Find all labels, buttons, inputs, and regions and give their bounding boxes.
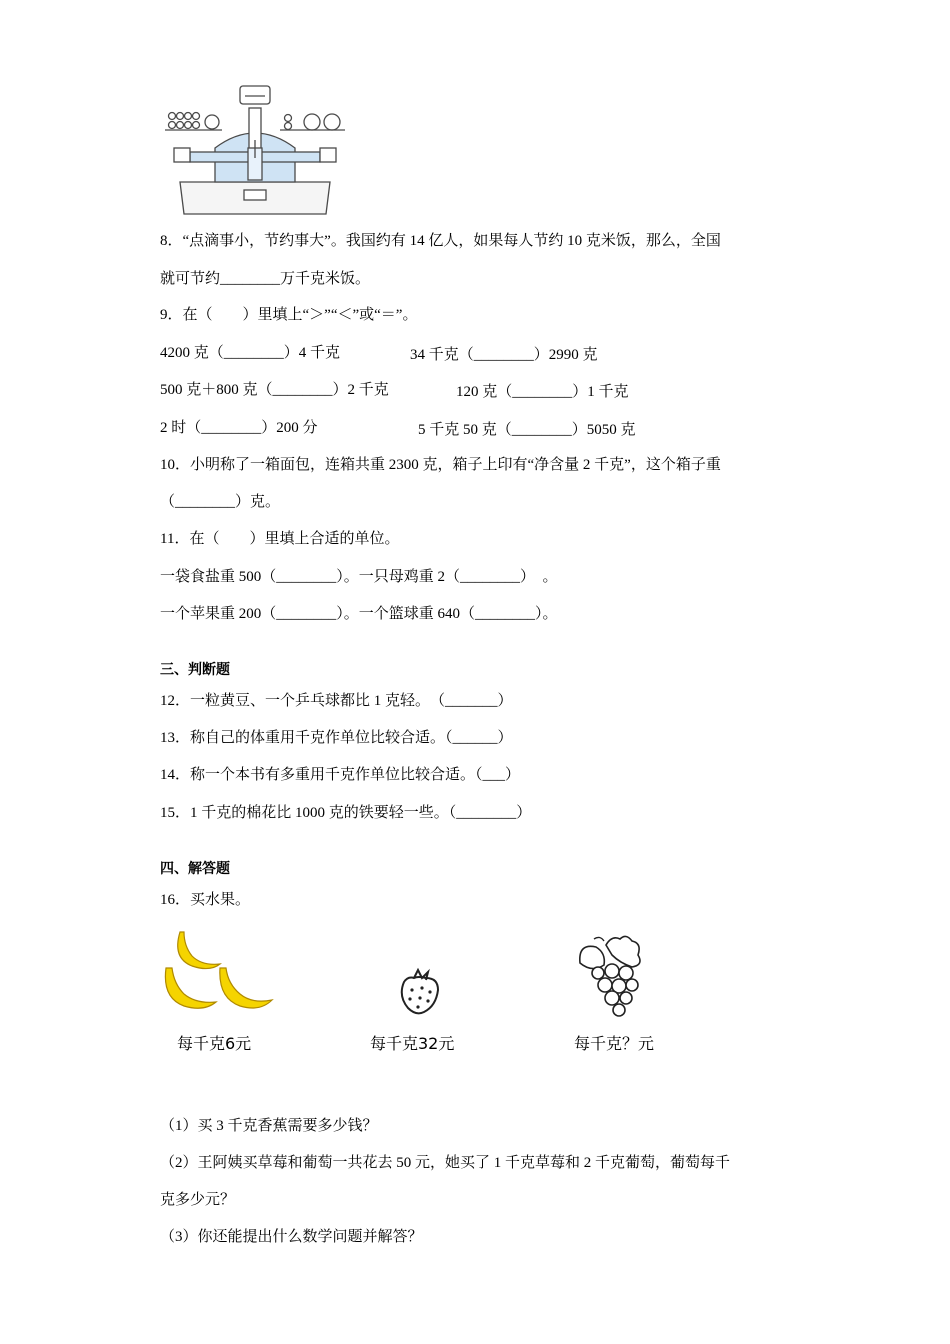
q9-row1-a: 4200 克（________）4 千克 <box>160 345 341 361</box>
grapes-image <box>576 933 648 1019</box>
balance-scale-image <box>160 78 350 216</box>
q15: 15．1 千克的棉花比 1000 克的铁要轻一些。（________） <box>160 805 532 821</box>
q9-row3-a: 2 时（________）200 分 <box>160 420 318 436</box>
section-3-title: 三、判断题 <box>160 662 230 678</box>
q14: 14．称一个本书有多重用千克作单位比较合适。（___） <box>160 767 521 783</box>
q11-line1: 一袋食盐重 500（________）。一只母鸡重 2（________） 。 <box>160 569 558 585</box>
section-4-title: 四、解答题 <box>160 861 230 877</box>
q16-part1: （1）买 3 千克香蕉需要多少钱？ <box>160 1118 378 1134</box>
q10-line1: 10．小明称了一箱面包，连箱共重 2300 克，箱子上印有“净含量 2 千克”，这个箱子重 <box>160 457 721 473</box>
q16-stem: 16．买水果。 <box>160 892 251 908</box>
q8-line2: 就可节约________万千克米饭。 <box>160 271 371 287</box>
q9-row3-b: 5 千克 50 克（________）5050 克 <box>418 422 636 438</box>
banana-price-label: 每千克6元 <box>177 1034 252 1053</box>
q10-line2: （________）克。 <box>160 494 281 510</box>
q9-row1-b: 34 千克（________）2990 克 <box>410 347 598 363</box>
q11-line2: 一个苹果重 200（________）。一个篮球重 640（________）。 <box>160 606 558 622</box>
q16-part2-line2: 克多少元？ <box>160 1192 236 1208</box>
q13: 13．称自己的体重用千克作单位比较合适。（______） <box>160 730 513 746</box>
q9-stem: 9．在（ ）里填上“＞”“＜”或“＝”。 <box>160 307 418 323</box>
q12: 12．一粒黄豆、一个乒乓球都比 1 克轻。 （_______） <box>160 693 513 709</box>
grape-price-label: 每千克？元 <box>574 1034 655 1053</box>
q16-part2-line1: （2）王阿姨买草莓和葡萄一共花去 50 元，她买了 1 千克草莓和 2 千克葡萄，葡萄每千 <box>160 1155 731 1171</box>
q8-line1: 8．“点滴事小，节约事大”。我国约有 14 亿人，如果每人节约 10 克米饭，那么，全国 <box>160 233 721 249</box>
q11-stem: 11．在（ ）里填上合适的单位。 <box>160 531 400 547</box>
banana-image <box>162 928 274 1014</box>
strawberry-price-label: 每千克32元 <box>370 1034 455 1053</box>
q16-part3: （3）你还能提出什么数学问题并解答？ <box>160 1229 423 1245</box>
q9-row2-a: 500 克＋800 克（________）2 千克 <box>160 382 389 398</box>
strawberry-image <box>396 966 444 1016</box>
q9-row2-b: 120 克（________）1 千克 <box>456 384 629 400</box>
